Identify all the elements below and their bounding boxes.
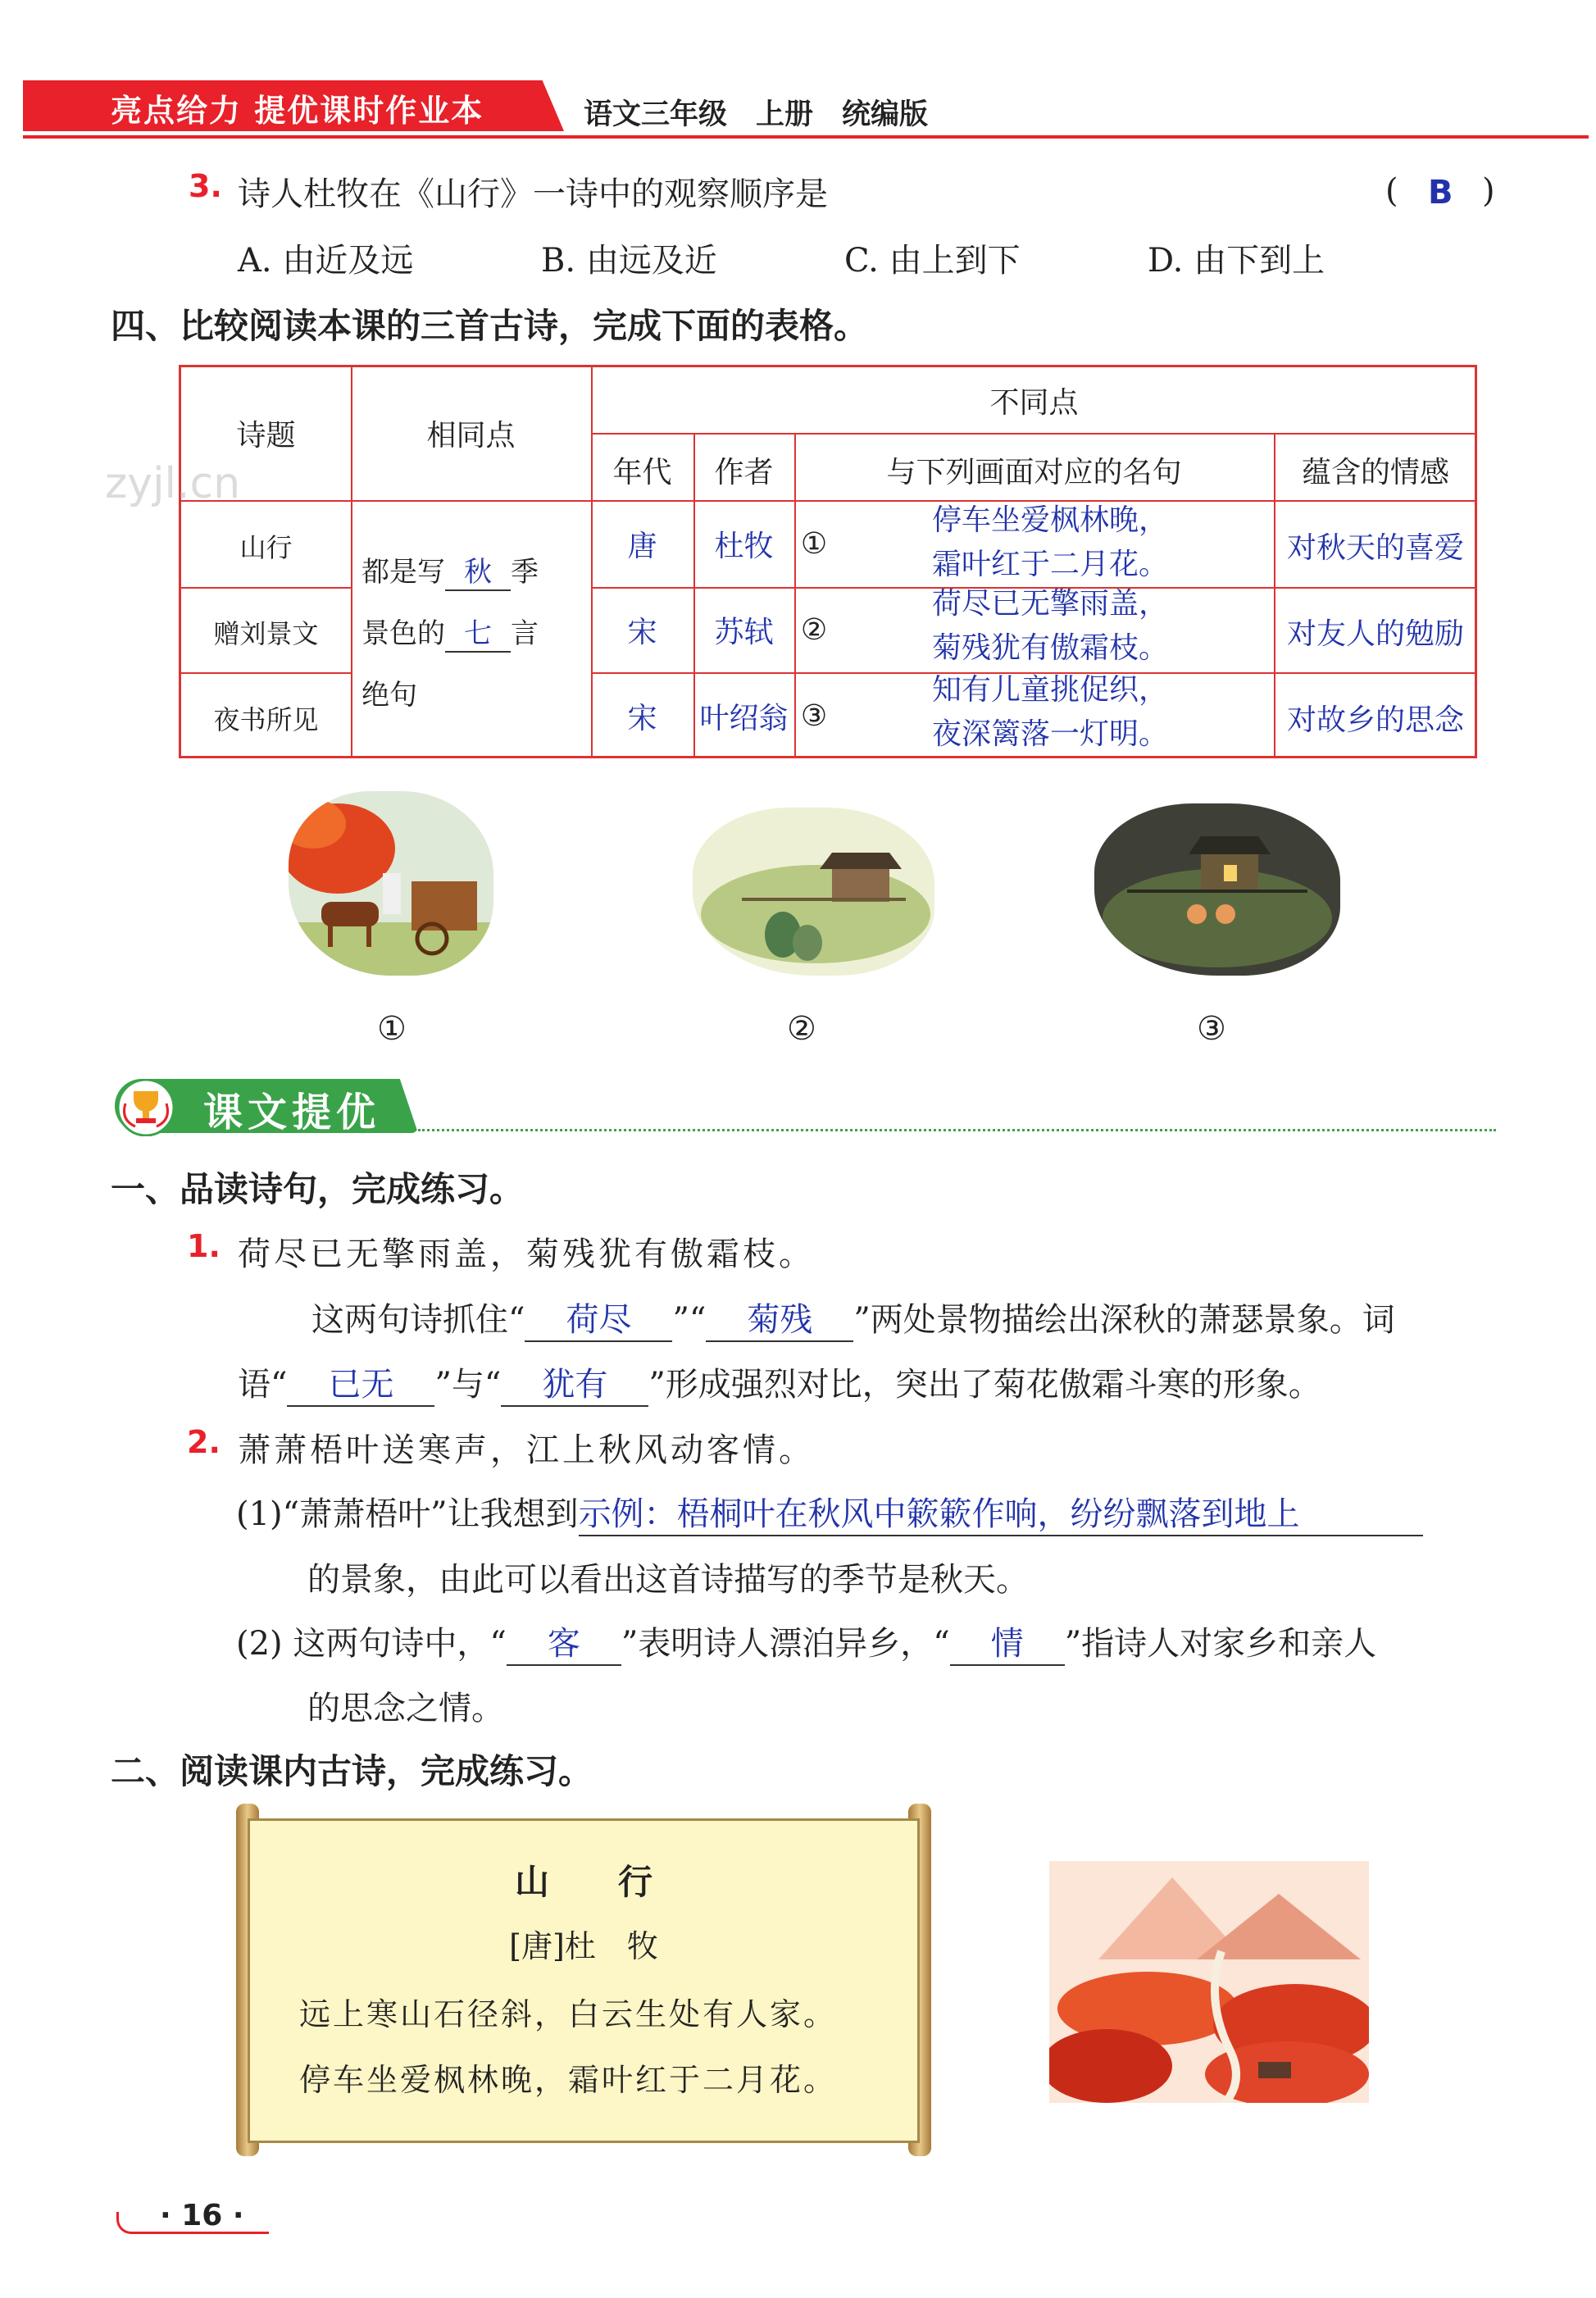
same-line-1 [361, 549, 591, 591]
row3-line1: 知有儿童挑促织， [931, 673, 1168, 707]
q3-option-c: C. 由上到下 [844, 242, 1021, 280]
poem-title: 山 行 [514, 1862, 652, 1902]
picture-label-3: ③ [1197, 1010, 1226, 1048]
row3-line [829, 668, 1271, 757]
q2-sub2-prefix: (2) 这两句诗中，“ [236, 1625, 507, 1663]
poem-line-2: 停车坐爱枫林晚，霜叶红于二月花。 [299, 2062, 838, 2098]
q3-paren-close: ) [1482, 172, 1495, 210]
part1-q2-sub2-cont: 的思念之情。 [307, 1690, 504, 1727]
row2-author: 苏轼 [714, 616, 774, 649]
same-line-2 [361, 611, 591, 653]
same-blank-char-count: 七 [445, 611, 511, 653]
header-rule [23, 135, 1589, 139]
row1-line1: 停车坐爱枫林晚， [931, 503, 1168, 537]
row1-era: 唐 [627, 530, 657, 563]
section-banner-title: 课文提优 [203, 1090, 381, 1135]
illustration-3-night-cottage [1094, 803, 1340, 976]
row2-num: ② [800, 613, 828, 647]
part1-q1-poem: 荷尽已无擎雨盖，菊残犹有傲霜枝。 [238, 1235, 815, 1273]
th-emotion: 蕴含的情感 [1301, 456, 1449, 489]
section4-title: 四、比较阅读本课的三首古诗，完成下面的表格。 [111, 306, 869, 346]
same-blank-season: 秋 [445, 549, 511, 591]
same-prefix-1: 都是写 [361, 556, 445, 589]
row2-line2: 菊残犹有傲霜枝。 [931, 631, 1168, 665]
book-title: 亮点给力 提优课时作业本 [111, 93, 484, 129]
row1-line2: 霜叶红于二月花。 [931, 548, 1168, 581]
q1-text-3: ”两处景物描绘出深秋的萧瑟景象。词 [853, 1301, 1395, 1339]
q3-paren-open: ( [1385, 172, 1398, 210]
page-number: · 16 · [160, 2199, 244, 2232]
row3-author: 叶绍翁 [699, 702, 789, 735]
picture-label-2: ② [787, 1010, 816, 1048]
q3-option-b: B. 由远及近 [541, 242, 717, 280]
q1-text-2: ”“ [672, 1301, 707, 1339]
q2-sub2-blank-2: 情 [950, 1618, 1065, 1666]
illustration-maple-mountain [1049, 1861, 1369, 2103]
poem-line-1: 远上寒山石径斜，白云生处有人家。 [299, 1996, 838, 2032]
part2-title: 二、阅读课内古诗，完成练习。 [111, 1751, 593, 1791]
q1-blank-1: 荷尽 [525, 1294, 672, 1342]
page-number-ornament [116, 2212, 148, 2234]
part1-q2-sub1-cont: 的景象，由此可以看出这首诗描写的季节是秋天。 [307, 1561, 1029, 1599]
th-poem: 诗题 [236, 419, 296, 453]
q2-sub1-answer: 示例：梧桐叶在秋风中簌簌作响，纷纷飘落到地上 [579, 1488, 1423, 1536]
section-divider [418, 1129, 1496, 1131]
q1-blank-4: 犹有 [501, 1358, 648, 1407]
q3-answer: B [1428, 174, 1453, 212]
row2-era: 宋 [627, 616, 657, 649]
poem-scroll [248, 1818, 920, 2143]
q1-text-6: ”形成强烈对比，突出了菊花傲霜斗寒的形象。 [648, 1366, 1321, 1404]
row3-poem: 夜书所见 [213, 704, 319, 735]
q1-blank-2: 菊残 [706, 1294, 853, 1342]
part1-q1-sentence-2 [238, 1358, 1321, 1407]
q1-blank-3: 已无 [287, 1358, 434, 1407]
q3-option-d: D. 由下到上 [1148, 242, 1325, 280]
row3-num: ③ [800, 699, 828, 733]
picture-label-1: ① [377, 1010, 407, 1048]
th-diff: 不同点 [989, 386, 1079, 420]
row3-line2: 夜深篱落一灯明。 [931, 717, 1168, 751]
row2-line [829, 582, 1271, 671]
q3-text: 诗人杜牧在《山行》一诗中的观察顺序是 [238, 175, 828, 213]
same-suffix-2: 言 [511, 617, 539, 650]
book-subtitle: 语文三年级 上册 统编版 [584, 98, 929, 131]
part1-q2-poem: 萧萧梧叶送寒声，江上秋风动客情。 [238, 1431, 815, 1469]
part1-q1-number: 1. [187, 1228, 221, 1264]
row3-era: 宋 [627, 702, 657, 735]
comparison-table [179, 365, 1477, 758]
row2-emotion: 对友人的勉励 [1286, 617, 1464, 651]
row1-poem: 山行 [239, 532, 293, 563]
illustration-2-farmhouse-lotus [693, 808, 934, 976]
part1-q1-sentence-1 [311, 1294, 1395, 1342]
part1-q2-number: 2. [187, 1424, 221, 1460]
row1-num: ① [800, 527, 828, 561]
row3-emotion: 对故乡的思念 [1286, 703, 1464, 737]
same-suffix-1: 季 [511, 556, 539, 589]
th-same: 相同点 [426, 419, 516, 453]
row2-line1: 荷尽已无擎雨盖， [931, 587, 1168, 621]
row1-emotion: 对秋天的喜爱 [1286, 531, 1464, 565]
illustration-1-horse-cart [289, 791, 493, 976]
part1-q2-sub2 [236, 1618, 1376, 1666]
poem-author: [唐]杜 牧 [509, 1928, 658, 1964]
q1-text-4: 语“ [238, 1366, 288, 1404]
row1-line [829, 498, 1271, 587]
q2-sub2-blank-1: 客 [507, 1618, 621, 1666]
same-prefix-2: 景色的 [361, 617, 445, 650]
th-line: 与下列画面对应的名句 [886, 456, 1182, 489]
q1-text-1: 这两句诗抓住“ [311, 1301, 525, 1339]
row2-poem: 赠刘景文 [213, 618, 319, 649]
part1-title: 一、品读诗句，完成练习。 [111, 1169, 525, 1209]
th-era: 年代 [612, 456, 672, 489]
trophy-icon [113, 1079, 189, 1136]
part1-q2-sub1 [236, 1488, 1423, 1536]
q2-sub2-suffix: ”指诗人对家乡和亲人 [1064, 1625, 1377, 1663]
q2-sub1-prefix: (1)“萧萧梧叶”让我想到 [236, 1495, 579, 1533]
q2-sub2-mid: ”表明诗人漂泊异乡，“ [621, 1625, 950, 1663]
th-author: 作者 [714, 456, 774, 489]
q3-number: 3. [189, 168, 222, 204]
q3-option-a: A. 由近及远 [238, 242, 414, 280]
watermark: zyjl.cn [105, 459, 241, 508]
same-line-3: 绝句 [361, 679, 417, 712]
q1-text-5: ”与“ [434, 1366, 502, 1404]
row1-author: 杜牧 [714, 530, 774, 563]
